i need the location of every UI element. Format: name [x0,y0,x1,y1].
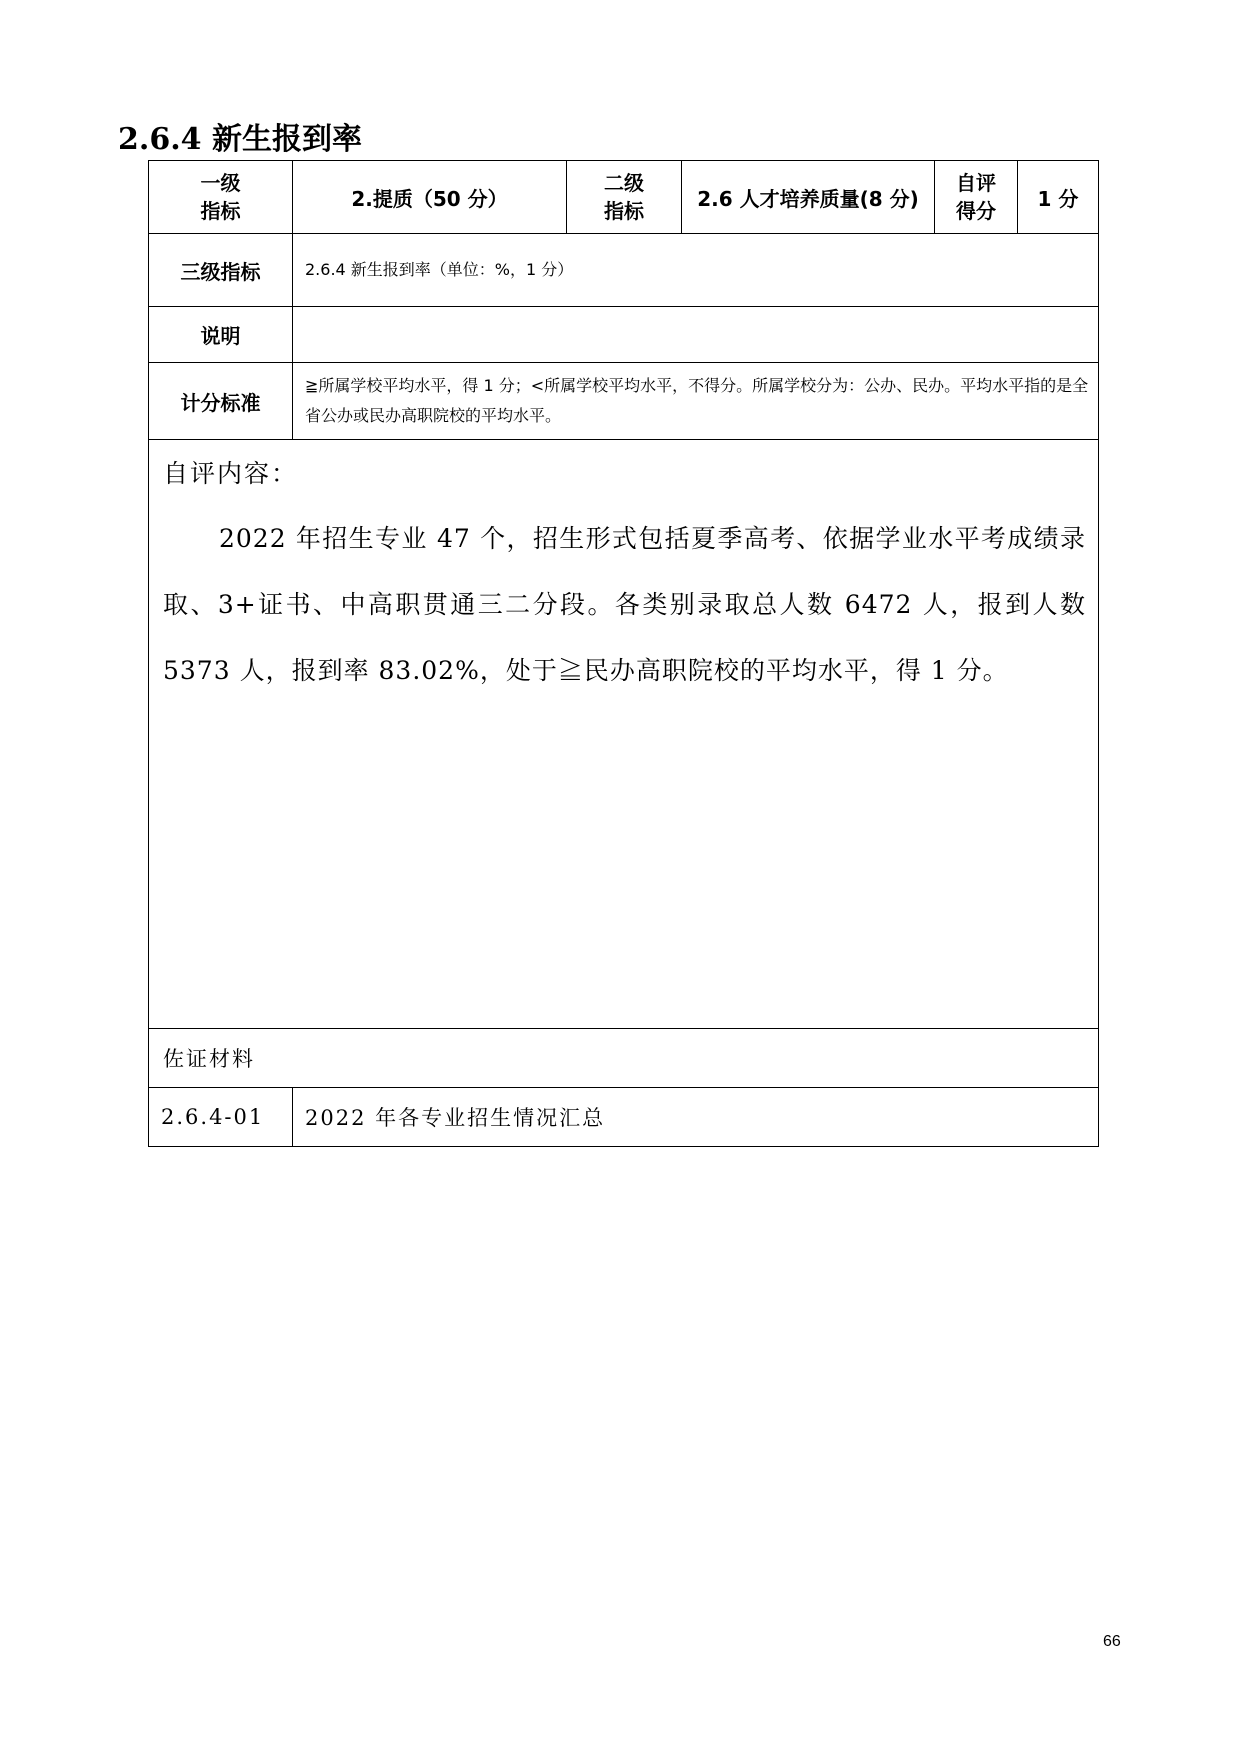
explanation-value [293,307,1099,363]
level2-value: 2.6 人才培养质量(8 分) [682,161,935,234]
self-score-value: 1 分 [1018,161,1099,234]
level3-label: 三级指标 [149,234,293,307]
level3-value: 2.6.4 新生报到率（单位：%，1 分） [293,234,1099,307]
scoring-value: ≧所属学校平均水平，得 1 分；<所属学校平均水平，不得分。所属学校分为：公办、民办。平均水平指的是全省公办或民办高职院校的平均水平。 [293,363,1099,440]
level2-label-cell [567,161,682,234]
evidence-title-row [149,1029,1099,1088]
self-evaluation-row [149,440,1099,1029]
level2-label-line1: 二级 [604,171,644,195]
level2-label-line2: 指标 [604,199,644,223]
level1-label-line2: 指标 [200,199,241,223]
evidence-item-name: 2022 年各专业招生情况汇总 [293,1088,1099,1147]
section-heading: 2.6.4 新生报到率 [118,122,362,157]
level1-value: 2.提质（50 分） [293,161,567,234]
self-score-label-line2: 得分 [956,199,996,223]
page-number: 66 [1103,1633,1121,1650]
self-evaluation-body: 2022 年招生专业 47 个，招生形式包括夏季高考、依据学业水平考成绩录取、3+证书、中高职贯通三二分段。各类别录取总人数 6472 人，报到人数 5373 人，报到率 83.02%，处于≧民办高职院校的平均水平，得 1 分。 [163,524,1086,685]
scoring-label: 计分标准 [149,363,293,440]
level1-label-cell [149,161,293,234]
level3-row [149,234,1099,307]
self-score-label-cell [935,161,1018,234]
scoring-row [149,363,1099,440]
evaluation-table [148,160,1099,1147]
level1-label-line1: 一级 [200,171,241,195]
self-evaluation-title: 自评内容： [163,459,299,488]
header-row [149,161,1099,234]
self-evaluation-cell [149,440,1099,1029]
evidence-item-code: 2.6.4-01 [149,1088,293,1147]
evidence-item-row [149,1088,1099,1147]
explanation-label: 说明 [149,307,293,363]
explanation-row [149,307,1099,363]
self-score-label-line1: 自评 [956,171,996,195]
evidence-title: 佐证材料 [149,1029,1099,1088]
